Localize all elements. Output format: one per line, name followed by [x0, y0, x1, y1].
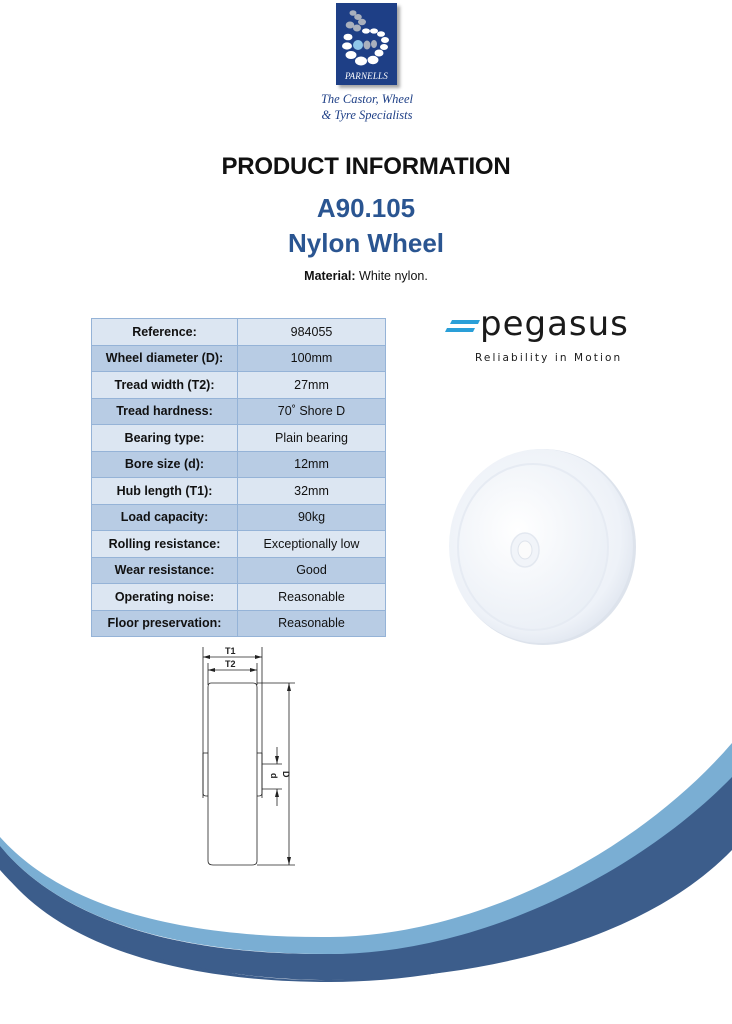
- pegasus-wordmark: pegasus: [480, 304, 629, 344]
- t1-label: T1: [225, 646, 236, 656]
- table-row: [92, 425, 386, 452]
- pegasus-logo: [444, 304, 629, 370]
- spec-label: Tread width (T2):: [92, 372, 238, 399]
- parnells-circles-icon: [336, 3, 397, 73]
- spec-label: Reference:: [92, 319, 238, 346]
- wheel-photo: [445, 447, 637, 647]
- spec-value: 32mm: [238, 478, 386, 505]
- spec-label: Bearing type:: [92, 425, 238, 452]
- table-row: [92, 531, 386, 558]
- decorative-swoosh: [0, 700, 732, 1024]
- page-title: PRODUCT INFORMATION: [221, 153, 511, 180]
- table-row: [92, 451, 386, 478]
- material-line: [0, 269, 732, 283]
- spec-label: Tread hardness:: [92, 398, 238, 425]
- table-row: [92, 557, 386, 584]
- bore-d-label: d: [269, 773, 279, 779]
- spec-value: Exceptionally low: [238, 531, 386, 558]
- spec-label: Bore size (d):: [92, 451, 238, 478]
- tagline-line-1: The Castor, Wheel: [320, 92, 413, 106]
- parnells-tagline: [300, 91, 434, 123]
- spec-label: Rolling resistance:: [92, 531, 238, 558]
- table-row: [92, 584, 386, 611]
- spec-value: 27mm: [238, 372, 386, 399]
- table-row: [92, 345, 386, 372]
- spec-label: Wear resistance:: [92, 557, 238, 584]
- table-row: [92, 319, 386, 346]
- spec-table: [91, 318, 386, 637]
- material-value: White nylon.: [359, 269, 428, 283]
- table-row: [92, 478, 386, 505]
- table-row: [92, 504, 386, 531]
- tagline-line-2: & Tyre Specialists: [321, 108, 413, 122]
- spec-value: 984055: [238, 319, 386, 346]
- spec-value: Plain bearing: [238, 425, 386, 452]
- spec-label: Operating noise:: [92, 584, 238, 611]
- table-row: [92, 372, 386, 399]
- material-label: Material:: [304, 269, 356, 283]
- spec-label: Floor preservation:: [92, 610, 238, 637]
- t2-label: T2: [225, 659, 236, 669]
- table-row: [92, 610, 386, 637]
- nylon-wheel-image-icon: [445, 447, 637, 647]
- table-row: [92, 398, 386, 425]
- pegasus-tagline: Reliability in Motion: [475, 352, 623, 364]
- product-name: Nylon Wheel: [287, 228, 444, 258]
- parnells-brand-name: PARNELLS: [345, 71, 388, 81]
- spec-label: Hub length (T1):: [92, 478, 238, 505]
- spec-label: Load capacity:: [92, 504, 238, 531]
- product-code: A90.105: [316, 193, 416, 223]
- spec-label: Wheel diameter (D):: [92, 345, 238, 372]
- diameter-D-label: D: [281, 771, 291, 778]
- spec-value: Reasonable: [238, 610, 386, 637]
- parnells-logo: [336, 3, 397, 85]
- spec-value: Reasonable: [238, 584, 386, 611]
- spec-value: 90kg: [238, 504, 386, 531]
- spec-value: 12mm: [238, 451, 386, 478]
- spec-value: Good: [238, 557, 386, 584]
- pegasus-speed-lines-icon: [444, 318, 484, 338]
- spec-value: 70˚ Shore D: [238, 398, 386, 425]
- spec-value: 100mm: [238, 345, 386, 372]
